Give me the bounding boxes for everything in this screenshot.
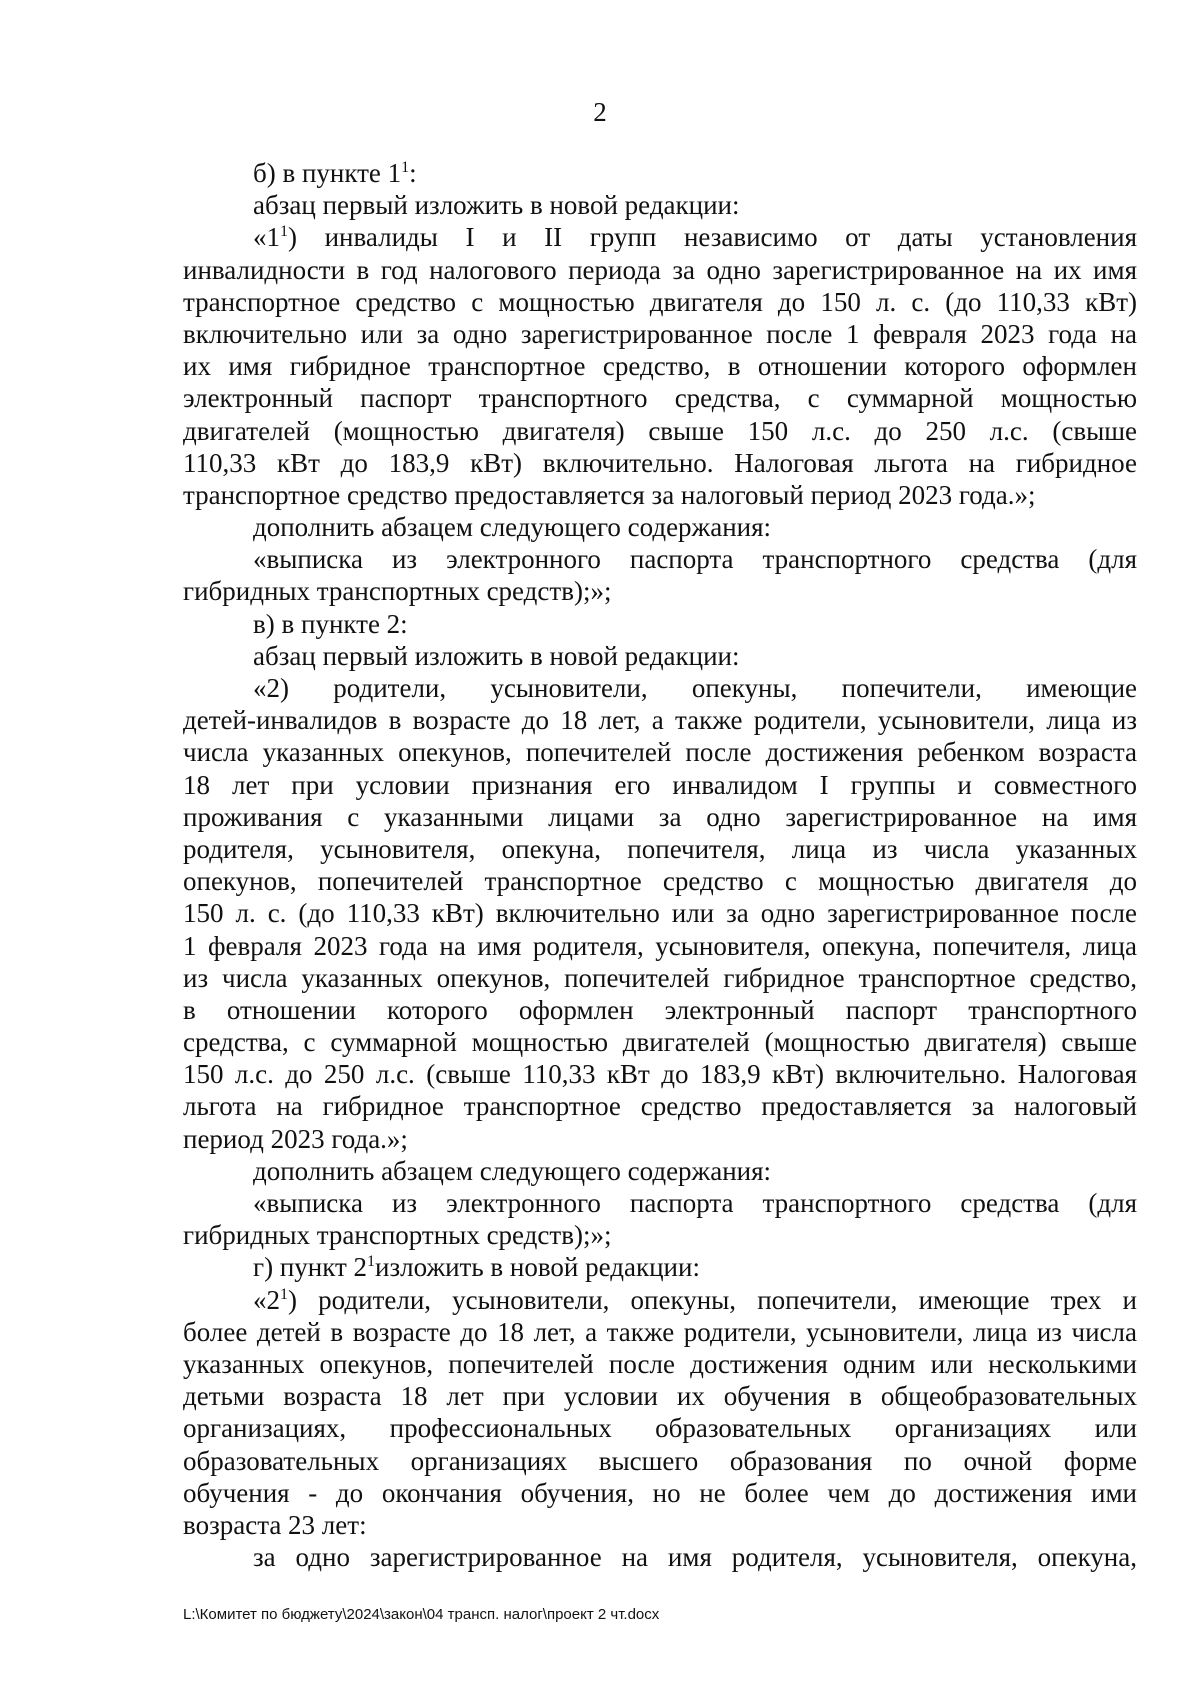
text-line [183,1090,1137,1122]
text-line [183,962,1137,994]
text-line [183,1284,1137,1316]
line-text: 110,33 кВт до 183,9 кВт) включительно. Налоговая льгота на гибридное [183,447,1137,478]
line-text: гибридных транспортных средств);»; [183,576,612,607]
superscript: 1 [401,159,410,176]
line-text: указанных опекунов, попечителей после достижения одним или несколькими [183,1348,1137,1379]
text-line [183,511,1137,543]
text-line [183,382,1137,414]
line-text: включительно или за одно зарегистрированное после 1 февраля 2023 года на [183,318,1137,349]
text-line [183,447,1137,479]
line-text: в) в пункте 2: [253,608,408,639]
line-text: дополнить абзацем следующего содержания: [253,1155,772,1186]
text-line [183,801,1137,833]
text-line [183,318,1137,350]
line-text: б) в пункте 1 [253,158,402,188]
line-text: обучения - до окончания обучения, но не более чем до достижения ими [183,1477,1137,1508]
line-text: опекунов, попечителей транспортное средство с мощностью двигателя до [183,866,1137,897]
text-line [183,415,1137,447]
text-line [183,1123,1137,1155]
line-text-continued: изложить в новой редакции: [375,1252,700,1283]
text-line [183,1380,1137,1412]
line-text: льгота на гибридное транспортное средство предоставляется за налоговый [183,1091,1137,1122]
line-text: «выписка из электронного паспорта транспортного средства (для [253,1188,1137,1218]
line-text: детьми возраста 18 лет при условии их обучения в общеобразовательных [183,1381,1137,1412]
line-text-continued: ) родители, усыновители, опекуны, попечители, имеющие трех и [288,1284,1137,1315]
line-text: более детей в возрасте до 18 лет, а также родители, усыновители, лица из числа [183,1316,1137,1347]
line-text: электронный паспорт транспортного средства, с суммарной мощностью [183,383,1137,414]
text-line [183,769,1137,801]
line-text: г) пункт 2 [253,1252,368,1283]
line-text: 150 л.с. до 250 л.с. (свыше 110,33 кВт до 183,9 кВт) включительно. Налоговая [183,1059,1137,1090]
line-text: 1 февраля 2023 года на имя родителя, усыновителя, опекуна, попечителя, лица [183,930,1137,961]
text-line [183,286,1137,318]
superscript: 1 [280,223,288,241]
text-line [183,1251,1137,1283]
line-text: транспортное средство предоставляется за налоговый период 2023 года.»; [183,479,1036,510]
line-text: за одно зарегистрированное на имя родителя, усыновителя, опекуна, [253,1542,1137,1573]
line-text: двигателей (мощностью двигателя) свыше 150 л.с. до 250 л.с. (свыше [183,415,1137,446]
line-text: из числа указанных опекунов, попечителей гибридное транспортное средство, [183,962,1137,993]
text-line [183,479,1137,511]
line-text: «2 [253,1284,280,1315]
text-line [183,1219,1137,1251]
file-path-footer: L:\Комитет по бюджету\2024\закон\04 трансп. налог\проект 2 чт.docx [183,1606,660,1623]
line-text: образовательных организациях высшего образования по очной форме [183,1445,1137,1476]
line-text: 18 лет при условии признания его инвалидом I группы и совместного [183,769,1137,800]
line-text-continued: : [409,158,417,188]
text-line [183,1316,1137,1348]
page-number: 2 [593,97,607,127]
text-line [183,575,1137,607]
text-line [183,1541,1137,1573]
text-line [183,350,1137,382]
text-line [183,1348,1137,1380]
line-text: их имя гибридное транспортное средство, в отношении которого оформлен [183,351,1137,382]
text-line [183,221,1137,253]
text-line [183,994,1137,1026]
line-text: средства, с суммарной мощностью двигателей (мощностью двигателя) свыше [183,1027,1137,1058]
line-text: инвалидности в год налогового периода за одно зарегистрированное на их имя [183,254,1137,285]
text-line [183,189,1137,221]
line-text: «1 [253,222,280,253]
text-line [183,1026,1137,1058]
text-line [183,833,1137,865]
line-text: гибридных транспортных средств);»; [183,1220,612,1251]
superscript: 1 [280,1285,288,1303]
text-line [183,704,1137,736]
text-line [183,543,1137,575]
text-line [183,736,1137,768]
line-text: в отношении которого оформлен электронный паспорт транспортного [183,994,1137,1025]
line-text: числа указанных опекунов, попечителей после достижения ребенком возраста [183,737,1137,768]
text-line [183,672,1137,704]
line-text: дополнить абзацем следующего содержания: [253,512,772,543]
text-line [183,930,1137,962]
text-line [183,1509,1137,1541]
text-line [183,1445,1137,1477]
document-body [183,157,1137,1573]
line-text: организациях, профессиональных образовательных организациях или [183,1413,1137,1444]
line-text: период 2023 года.»; [183,1123,408,1154]
line-text: «2) родители, усыновители, опекуны, попечители, имеющие [253,673,1137,703]
text-line [183,640,1137,672]
text-line [183,157,1137,189]
text-line [183,1155,1137,1187]
line-text: абзац первый изложить в новой редакции: [253,190,740,221]
superscript: 1 [367,1253,376,1271]
text-line [183,1477,1137,1509]
text-line [183,897,1137,929]
text-line [183,254,1137,286]
text-line [183,1412,1137,1444]
line-text: проживания с указанными лицами за одно зарегистрированное на имя [183,801,1137,832]
line-text: абзац первый изложить в новой редакции: [253,640,740,671]
line-text-continued: ) инвалиды I и II групп независимо от даты установления [288,222,1137,253]
text-line [183,608,1137,640]
line-text: «выписка из электронного паспорта транспортного средства (для [253,544,1137,575]
line-text: возраста 23 лет: [183,1509,367,1540]
text-line [183,1058,1137,1090]
line-text: родителя, усыновителя, опекуна, попечителя, лица из числа указанных [183,833,1137,864]
line-text: 150 л. с. (до 110,33 кВт) включительно или за одно зарегистрированное после [183,898,1137,929]
text-line [183,1187,1137,1219]
text-line [183,865,1137,897]
line-text: детей-инвалидов в возрасте до 18 лет, а также родители, усыновители, лица из [183,705,1137,736]
line-text: транспортное средство с мощностью двигателя до 150 л. с. (до 110,33 кВт) [183,286,1137,317]
